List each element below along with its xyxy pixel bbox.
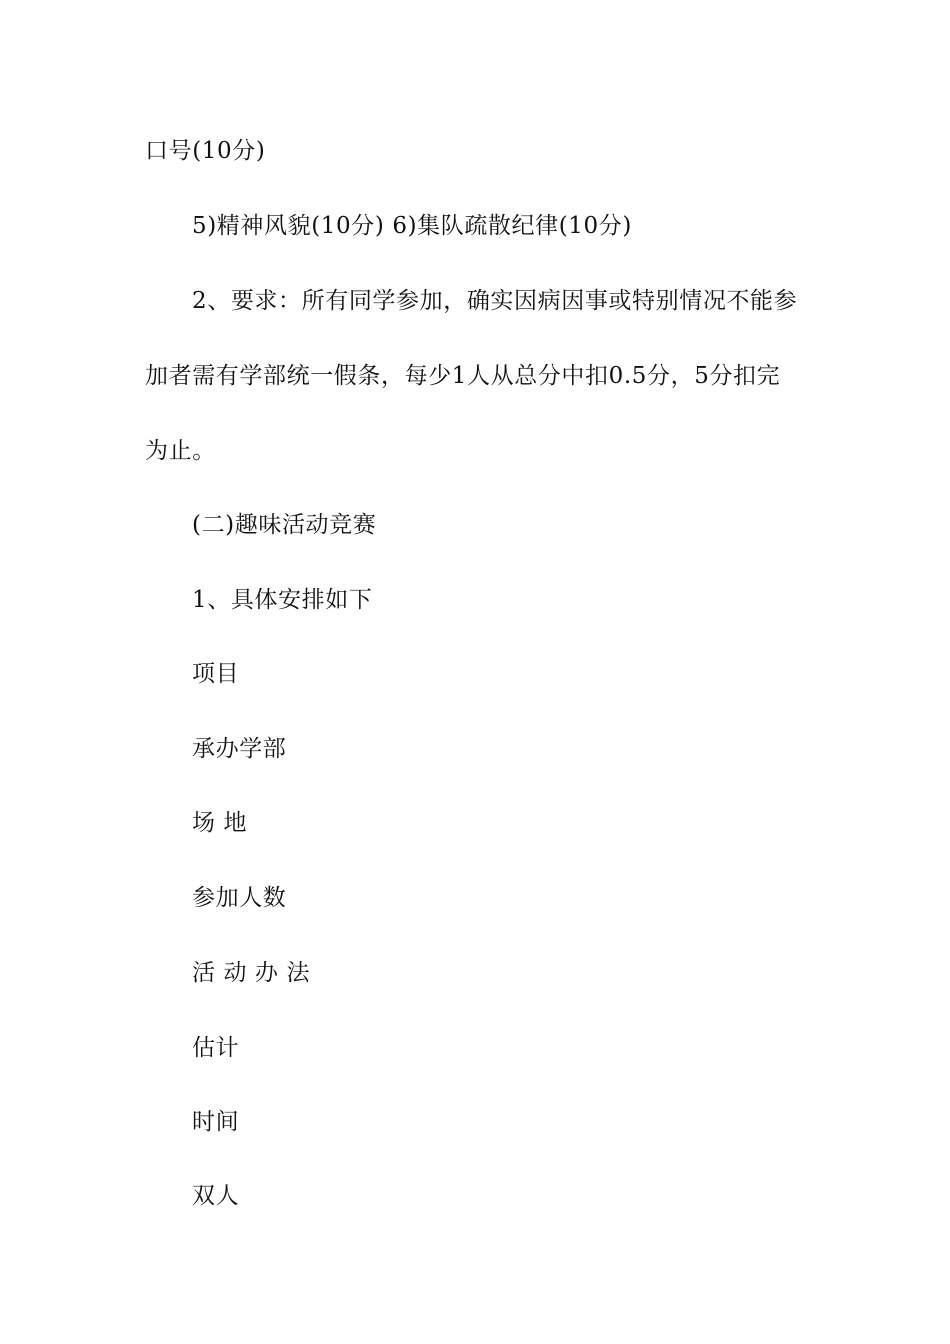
text-line-requirement-2: 加者需有学部统一假条，每少1人从总分中扣0.5分，5分扣完 [145,363,781,389]
table-header-estimate: 估计 [192,1035,240,1061]
table-header-host-department: 承办学部 [192,736,287,762]
table-header-item: 项目 [192,661,240,687]
text-line-requirement-3: 为止。 [145,438,216,464]
table-header-time: 时间 [192,1109,240,1135]
table-header-venue: 场 地 [192,810,248,836]
table-header-participants: 参加人数 [192,885,287,911]
table-cell-double: 双人 [192,1183,240,1209]
text-line-slogan-score: 口号(10分) [145,138,266,164]
table-header-method: 活 动 办 法 [192,960,311,986]
text-line-arrangement: 1、具体安排如下 [192,587,373,613]
text-line-requirement-1: 2、要求：所有同学参加，确实因病因事或特别情况不能参 [192,288,798,314]
text-line-spirit-discipline: 5)精神风貌(10分) 6)集队疏散纪律(10分) [192,213,632,239]
section-heading-fun-competition: (二)趣味活动竞赛 [192,512,377,538]
